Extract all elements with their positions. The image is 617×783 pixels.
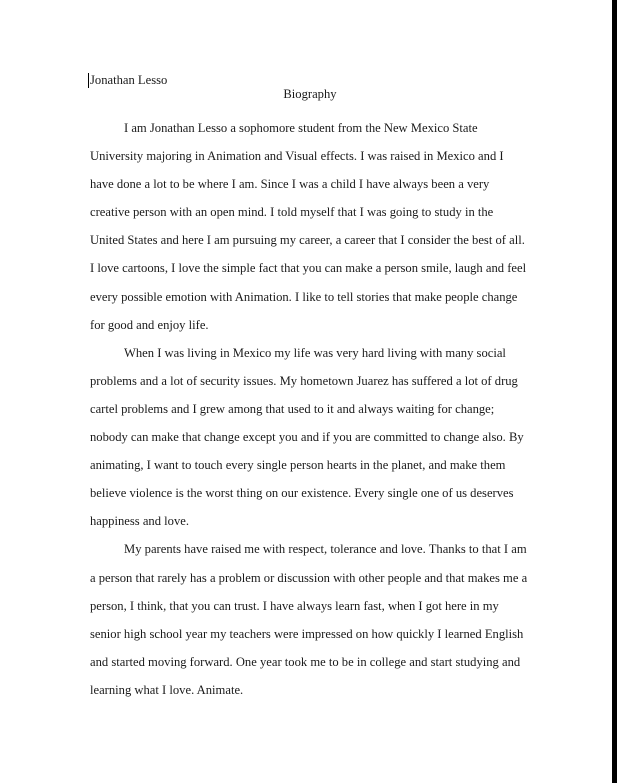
window-edge — [612, 0, 617, 783]
paragraph-1[interactable]: I am Jonathan Lesso a sophomore student from the New Mexico State University majoring in Animation and Visual effects. I was raised in Mexico and I have done a lot to be where I am. Since I was a child I have always been a very creative person with an open mind. I told myself that I was going to study in the United States and here I am pursuing my career, a career that I consider the best of all. I love cartoons, I love the simple fact that you can make a person smile, laugh and feel every possible emotion with Animation. I like to tell stories that make people change for good and enjoy life. — [90, 121, 527, 332]
document-title[interactable]: Biography — [283, 87, 337, 101]
paragraph-3[interactable]: My parents have raised me with respect, tolerance and love. Thanks to that I am a person that rarely has a problem or discussion with other people and that makes me a person, I think, that you can trust. I have always learn fast, when I got here in my senior high school year my teachers were impressed on how quickly I learned English and started moving forward. One year took me to be in college and start studying and learning what I love. Animate. — [90, 542, 528, 697]
author-name[interactable]: Jonathan Lesso — [90, 73, 168, 87]
paragraph-2[interactable]: When I was living in Mexico my life was very hard living with many social problems and a lot of security issues. My hometown Juarez has suffered a lot of drug cartel problems and I grew among that used to it and always waiting for change; nobody can make that change except you and if you are committed to change also. By animating, I want to touch every single person hearts in the planet, and make them believe violence is the worst thing on our existence. Every single one of us deserves happiness and love. — [90, 345, 524, 529]
document-body[interactable] — [90, 114, 530, 704]
